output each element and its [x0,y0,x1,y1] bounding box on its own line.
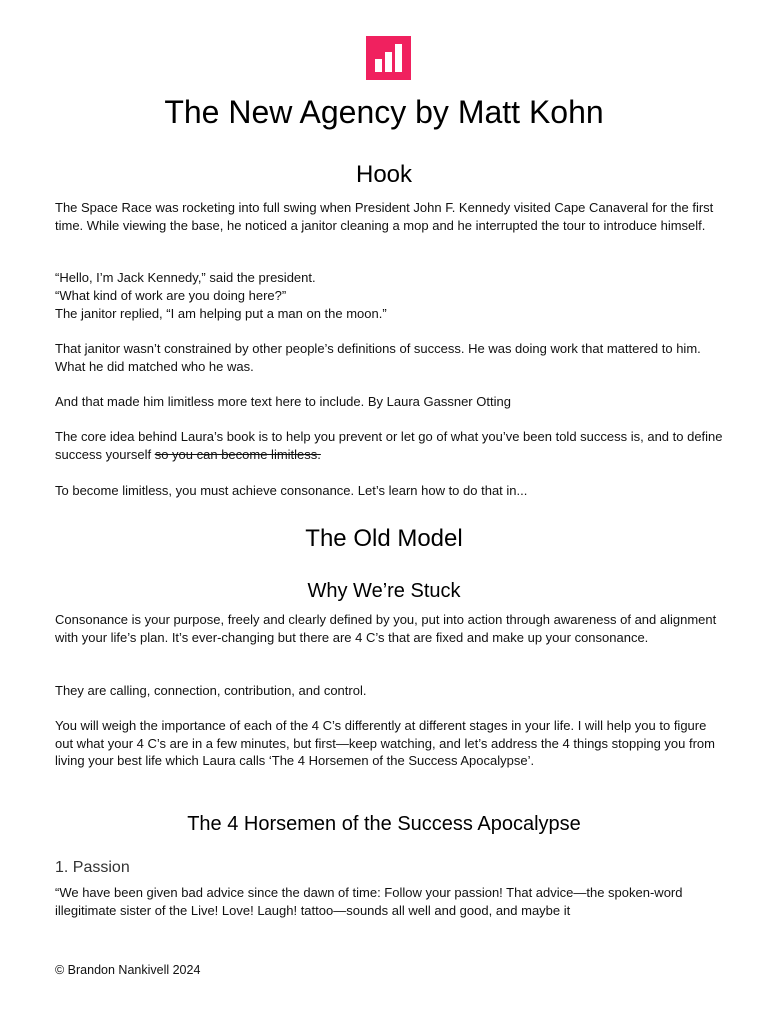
item-heading-passion: 1. Passion [55,859,130,876]
struck-through-text: so you can become limitless. [154,446,321,462]
document-title: The New Agency by Matt Kohn [164,94,604,130]
logo-bar [375,59,382,72]
hook-paragraph-3: That janitor wasn’t constrained by other people’s definitions of success. He was doing work that mattered to him. What he did matched who he was. [55,341,701,374]
section-heading-hook: Hook [355,161,413,188]
logo-bar [395,44,402,72]
old-model-paragraph-2: They are calling, connection, contribution, and control. [55,683,367,698]
hook-paragraph-6: To become limitless, you must achieve consonance. Let’s learn how to do that in... [55,483,528,498]
hook-quote-2: “What kind of work are you doing here?” [55,288,287,303]
hook-paragraph-5 [55,428,725,463]
hook-quote-1: “Hello, I’m Jack Kennedy,” said the president. [55,270,316,285]
section-heading-old-model: The Old Model [305,525,463,552]
bar-chart-icon [366,36,411,80]
copyright-footer: © Brandon Nankivell 2024 [55,963,201,977]
hook-paragraph-4: And that made him limitless more text here to include. By Laura Gassner Otting [55,394,511,409]
hook-paragraph-1: The Space Race was rocketing into full swing when President John F. Kennedy visited Cape Canaveral for the first time. While viewing the base, he noticed a janitor cleaning a mop and he interrupted the tour to introduce himself. [55,200,714,233]
old-model-paragraph-1: Consonance is your purpose, freely and clearly defined by you, put into action through awareness of and alignment with your life’s plan. It’s ever-changing but there are 4 C’s that are fixed and make up your consonance. [55,612,717,645]
old-model-paragraph-3: You will weigh the importance of each of the 4 C’s differently at different stages in your life. I will help you to figure out what your 4 C’s are in a few minutes, but first—keep watching, and let’s address the 4 things stopping you from living your best life which Laura calls ‘The 4 Horsemen of the Success Apocalypse’. [55,718,715,769]
passion-paragraph: “We have been given bad advice since the dawn of time: Follow your passion! That advice—the spoken-word illegitimate sister of the Live! Love! Laugh! tattoo—sounds all well and good, and maybe it [55,885,683,918]
logo-bar [385,52,392,72]
subheading-horsemen: The 4 Horsemen of the Success Apocalypse [187,813,581,835]
hook-quote-3: The janitor replied, “I am helping put a man on the moon.” [55,306,387,321]
subheading-why-stuck: Why We’re Stuck [307,580,461,602]
hook-paragraph-5-text: The core idea behind Laura’s book is to help you prevent or let go of what you’ve been told success is, and to define success yourself [55,429,723,462]
